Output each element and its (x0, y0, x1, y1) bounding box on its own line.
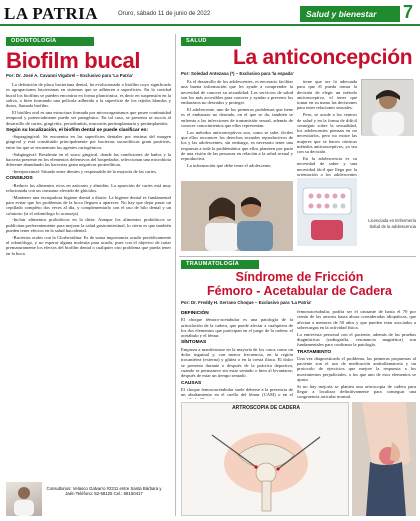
paragraph: La definición de placa bacteriana dental, ha evolucionado a biofilm cuyo significado es agrupaciones bacterianas en sistemas que se adhieren a superficies. En la cavidad bucal los biofilms se pueden encontrar en forma planctónica, es decir en suspensión en la saliva, o bien formando una película adherida a la superficie de los tejidos blandos y duros, llamada biofilm. (6, 82, 171, 109)
subhead: SÍNTOMAS (181, 340, 207, 346)
paragraph: La entrevista personal con el paciente, además de las pruebas diagnósticas (radiografía, resonancia magnética) son fundamentales para confirmar la patología. (297, 331, 416, 348)
paragraph: Es el desarrollo de los adolescentes, es necesario facilitar una buena información que les ayude a comprender la necesidad de conocer su sexualidad. Los servicios de salud son los más accesibles para conocer y ayudar a prevenir los embarazos no deseados y proteger. (181, 79, 293, 106)
article-tag-salud: SALUD (181, 37, 241, 46)
subhead: TRATAMIENTO (297, 349, 332, 355)
article-byline-sindrome: Por: Dr. Freddy H. Serrano Choque – Exclusivo para 'La Patria' (181, 300, 312, 305)
signature-name: Licenciada en Enfermería (368, 218, 416, 223)
list-item: -Reducir los alimentos ricos en azúcares y almidón. La aparición de caries está muy relacionada con un consumo elevado de glúcidos. (6, 182, 171, 193)
list-item: -Interproximal: Situado entre dientes y responsable de la mayoría de las caries. (12, 168, 157, 174)
hip-arthroscopy-diagram (181, 402, 349, 516)
section-badge: Salud y bienestar (300, 6, 400, 22)
author-portrait (361, 79, 413, 135)
paragraph: En la adolescencia es su necesidad de saber y una necesidad fácil que llega por la orientación a los adolescentes (297, 156, 357, 178)
article-title-biofilm: Biofilm bucal (6, 48, 141, 73)
subhead: CONSEJOS (6, 176, 33, 182)
couple-photo (181, 181, 293, 251)
section-divider (179, 256, 416, 257)
paragraph: Empieza a manifestarse en la mayoría de los casos como un dolor inguinal y, con menor frecuencia, en la región trocantérea (externa) y glútea o en la cresta ilíaca. El dolor se presenta durante o después de la práctica deportiva, cuando se permanece sin estar sentado o bien al levantarse; después de estar un tiempo sentado. (181, 346, 293, 379)
article-byline-anticoncepcion: Por: Soledad Antezana (*) – Exclusivo para 'la espada' (181, 71, 294, 76)
article-body-biofilm (6, 82, 171, 482)
list-item: -Mantener una escrupulosa higiene dental a diario: La higiene dental es fundamental para evitar que los problemas de la boca lleguen a aparecer. No hay que dejar pasar un cepillado completo dos veces al día, y complementarlo con el uso de hilo dental y un colutorio (si el odontólogo lo aconseja). (6, 194, 171, 216)
list-item: -Bacterias orales con la Clorhexidina: Es de suma importancia acudir periódicamente al odontólogo, y no esperar alguna molestia para acudir, pues con el objetivo de tratar prematuramente los efectos del biofilm dental o cualquier otro problema que pueda tener en la boca. (6, 234, 171, 256)
newspaper-logo: LA PATRIA (4, 4, 99, 23)
hip-pain-photo (352, 402, 416, 516)
paragraph: Los métodos anticonceptivos son, como se sabe, fáciles que ellos reconocer los derechos sexuales reproductivos de los y las adolescentes, sin embargo, es necesario tener una respuesta a toda la problemática que ellos planteen por parte de una visión de las personas en relación a la salud sexual y reproductiva. (181, 129, 293, 162)
paragraph: Si no hay mejoría se plantea una artroscopia de cadera para llegar a localizar definitivamente para conseguir una congruencia articular normal. (297, 383, 416, 399)
article-tag-odontologia: ODONTOLOGÍA (6, 37, 94, 46)
signature-role: Salud de la adolescencia (369, 224, 416, 229)
dentist-photo (6, 482, 42, 516)
consultorio-info: Consultorios: Velasco Galvarro #2311 entre Santa Bárbara y Jaén Teléfono: 52-58125 Cel.: 68150417 (46, 486, 162, 497)
paragraph: Pero, se acude a los centros de salud y en la forma de difícil conseguir sobre la sexualidad, los adolescentes piensan en no necesitarlos, pero no existe las mujeres que se hacen cómicas métodos anticonceptivos, ya sea con su decisión. (297, 112, 357, 155)
paragraph: femoroacetabular, podría ser el causante de hasta el 70 por ciento de las artrosis hasta ahora consideradas idiopáticas, que afectan a menores de 50 años y que pueden estar asociados a sobrecargas en la actividad física. (297, 309, 416, 330)
article-body-sindrome-col1 (181, 309, 293, 399)
dateline: Oruro, sábado 11 de junio de 2022 (118, 11, 211, 17)
article-byline-biofilm: Por: Dr. José A. Cavanni Vigabrel – Exclusivo para 'La Patria' (6, 73, 134, 78)
hip-illustration (182, 403, 350, 517)
title-line-1: Síndrome de Fricción (235, 270, 364, 284)
subhead: Según su localización, el biofilm dental se puede clasificar en: (6, 127, 149, 133)
list-item: -Supragingival: Se encuentra en las superficies dentales por encima del margen gingival y está constituido principalmente por bacterias sacarolíticas gram positivas, entre las que se encuentran los agentes cariogénicos. (6, 134, 171, 150)
list-item: -Subgingival: Residente en el surco gingival, donde las condiciones de baños y la bacteria presente en los elementos defensivos del hospedador, seleccionan una microbiota diferente abundando las bacterias gram negativas proteolíticas. (6, 151, 171, 168)
paragraph: El biofilm oral es una estructura formada por microorganismos que posee continuidad temporal y potencialmente puede ser patogénico. En tal caso, se presenta se asocia al desarrollo de caries, gingivitis, periodontitis, mucositis periimplantaria y periimplantitis. (6, 109, 171, 126)
paragraph: Una vez diagnosticado el problema, las primeras propuestas al paciente son el uso de medicación antiinflamatoria y un protocolo de ejercicios que mejore la respuesta a los movimientos perjudiciales, a los que uno de esos elementos se ajusta. (297, 355, 416, 383)
title-line-2: Fémoro - Acetabular de Cadera (206, 284, 392, 298)
diagram-title: ARTROSCOPIA DE CADERA (232, 405, 300, 411)
paragraph: La información que debe tener el adolescente, (187, 162, 272, 168)
article-tag-traumatologia: TRAUMATOLOGÍA (181, 260, 259, 269)
paragraph: El choque femoroacetabular suele deberse a la presencia de un abultamiento en el cuello del fémur (CAM) o en el (181, 386, 293, 398)
page-number: 7 (403, 2, 414, 22)
subhead: CAUSAS (181, 380, 202, 386)
masthead (0, 0, 420, 26)
paragraph: El choque fémoro-acetabular es una patología de la articulación de la cadera, que puede afectar a cualquiera de los dos elementos que participan en el juego de la cadera: el acetábulo y el fémur. (181, 317, 293, 339)
article-title-anticoncepcion: La anticoncepción (233, 46, 413, 69)
paragraph: tiene que ser la adecuada para que él pueda tomar la decisión de elegir un método anticonceptivo, el tener que tomar en su mano las decisiones para tener relaciones sexuales. (297, 79, 357, 111)
list-item: -Incluir alimentos probióticos en la dieta: Aunque los alimentos probióticos se publicitan preferentemente para mejorar la salud gastrointestinal, lo cierto es que también pueden tener efectos en la salud bucodental. (6, 217, 171, 233)
contraceptive-photo (297, 178, 357, 246)
signature-block (361, 140, 416, 250)
article-body-anticoncepcion-col1 (181, 79, 293, 179)
article-body-sindrome-col2 (297, 309, 416, 399)
paragraph: El adolescente, uno de los primeros problemas que tiene es el embarazo no deseado, en el que se da, también se enfrenta a las infecciones de transmisión sexual, además de conocer conocimientos que ellos representan. (181, 106, 293, 128)
article-title-sindrome (181, 270, 418, 298)
subhead: DEFINICIÓN (181, 311, 209, 316)
column-divider (175, 34, 176, 516)
